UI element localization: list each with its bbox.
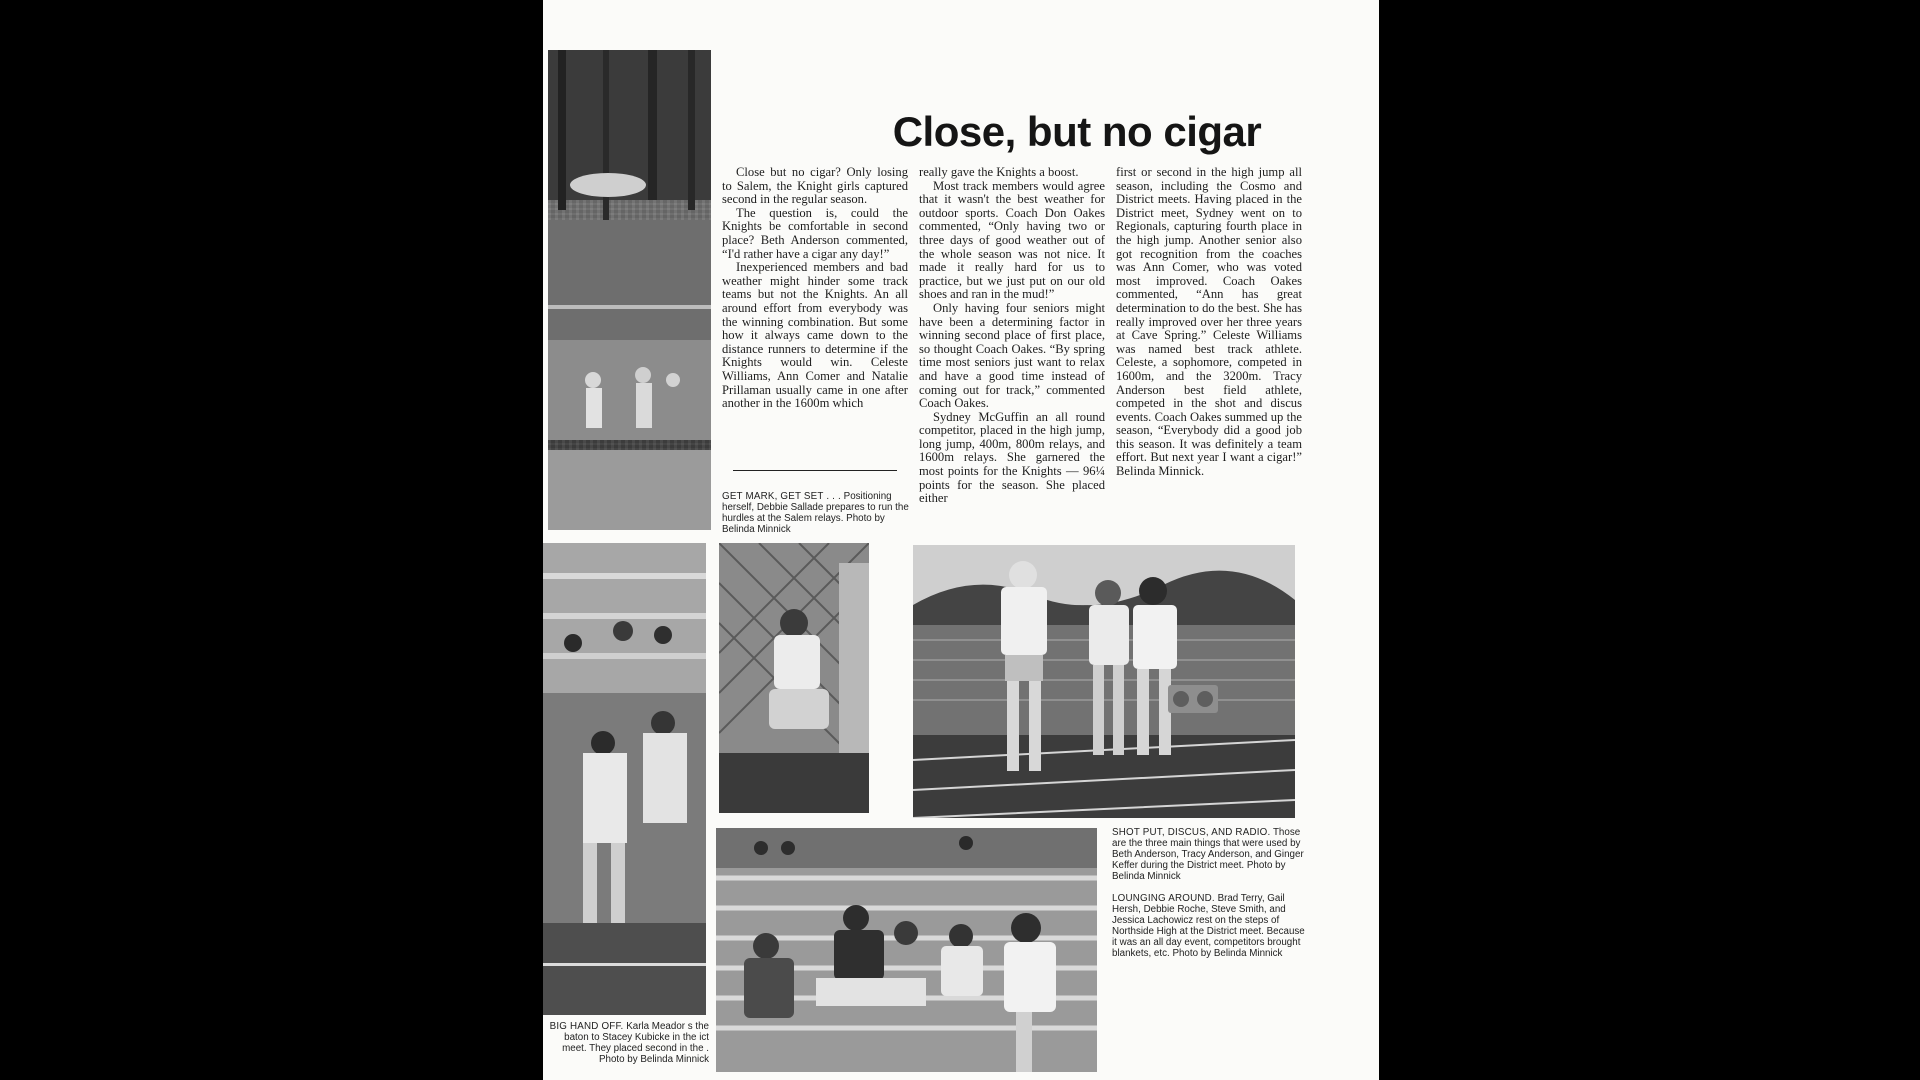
caption-shot-put	[1112, 827, 1308, 882]
caption-lead: GET MARK, GET SET . . .	[722, 491, 841, 502]
body-column-3	[1116, 166, 1302, 479]
yearbook-page	[543, 0, 1379, 1080]
photo-big-hand-off-scene	[543, 543, 706, 1015]
photo-lounging-scene	[716, 828, 1097, 1072]
body-paragraph: The question is, could the Knights be comfortable in second place? Beth Anderson commented, “I'd rather have a cigar any day!”	[722, 205, 908, 261]
photo-crouching-athlete-scene	[719, 543, 869, 813]
photo-lounging-around	[716, 828, 1097, 1072]
photo-hurdler-scene	[548, 50, 711, 530]
caption-text: Those are the three main things that were used by Beth Anderson, Tracy Anderson, and Ginger Keffer during the District meet. Photo by Belinda Minnick	[1112, 827, 1304, 882]
body-paragraph: really gave the Knights a boost.	[919, 165, 1079, 179]
photo-shot-put-scene	[913, 545, 1295, 818]
photo-shot-put-discus-radio	[913, 545, 1295, 818]
body-paragraph: Close but no cigar? Only losing to Salem, the Knight girls captured second in the regular season.	[722, 165, 908, 207]
caption-big-hand-off	[545, 1021, 709, 1065]
caption-lead: BIG HAND OFF.	[549, 1021, 624, 1032]
body-paragraph: first or second in the high jump all season, including the Cosmo and District meets. Having placed in the District meet, Sydney went on to Regionals, capturing fourth place in the high jump. Another senior also got recognition from the coaches was Ann Comer, who was voted most improved. Coach Oakes commented, “Ann has great determination to do the best. She has really improved over her three years at Cave Spring.” Celeste Williams was named best track athlete. Celeste, a sophomore, competed in 1600m, and the 3200m. Tracy Anderson best field athlete, competed in the shot and discus events. Coach Oakes summed up the season, “Everybody did a good job this season. It was definitely a team effort. But next year I want a cigar!” Belinda Minnick.	[1116, 165, 1302, 479]
caption-text: Karla Meador s the baton to Stacey Kubicke in the ict meet. They placed second in the . Photo by Belinda Minnick	[562, 1021, 709, 1065]
caption-get-mark	[722, 491, 910, 535]
body-paragraph: Most track members would agree that it wasn't the best weather for outdoor sports. Coach Don Oakes commented, “Only having two or three days of good weather out of the whole season was not nice. It made it really hard for us to practice, but we just put on our old shoes and ran in the mud!”	[919, 178, 1105, 302]
caption-lounging	[1112, 893, 1308, 959]
caption-lead: LOUNGING AROUND.	[1112, 893, 1215, 904]
caption-divider	[733, 470, 897, 471]
body-paragraph: Sydney McGuffin an all round competitor, placed in the high jump, long jump, 400m, 800m relays, and 1600m relays. She garnered the most points for the Knights — 96¼ points for the season. She placed either	[919, 409, 1105, 506]
caption-text: Brad Terry, Gail Hersh, Debbie Roche, Steve Smith, and Jessica Lachowicz rest on the steps of Northside High at the District meet. Because it was an all day event, competitors brought blankets, etc. Photo by Belinda Minnick	[1112, 893, 1305, 959]
photo-crouching-athlete	[719, 543, 869, 813]
photo-hurdler	[548, 50, 711, 530]
headline: Close, but no cigar	[892, 108, 1262, 155]
photo-big-hand-off	[543, 543, 706, 1015]
caption-lead: SHOT PUT, DISCUS, AND RADIO.	[1112, 827, 1271, 838]
body-column-2	[919, 166, 1105, 506]
body-column-1	[722, 166, 908, 411]
body-paragraph: Inexperienced members and bad weather might hinder some track teams but not the Knights. An all around effort from everybody was the winning combination. But some how it always came down to the distance runners to determine if the Knights would win. Celeste Williams, Ann Comer and Natalie Prillaman usually came in one after another in the 1600m which	[722, 260, 908, 411]
caption-text: Positioning herself, Debbie Sallade prepares to run the hurdles at the Salem relays. Photo by Belinda Minnick	[722, 491, 909, 535]
body-paragraph: Only having four seniors might have been a determining factor in winning second place of first place, so thought Coach Oakes. “By spring time most seniors just want to relax and have a good time instead of coming out for track,” commented Coach Oakes.	[919, 300, 1105, 411]
